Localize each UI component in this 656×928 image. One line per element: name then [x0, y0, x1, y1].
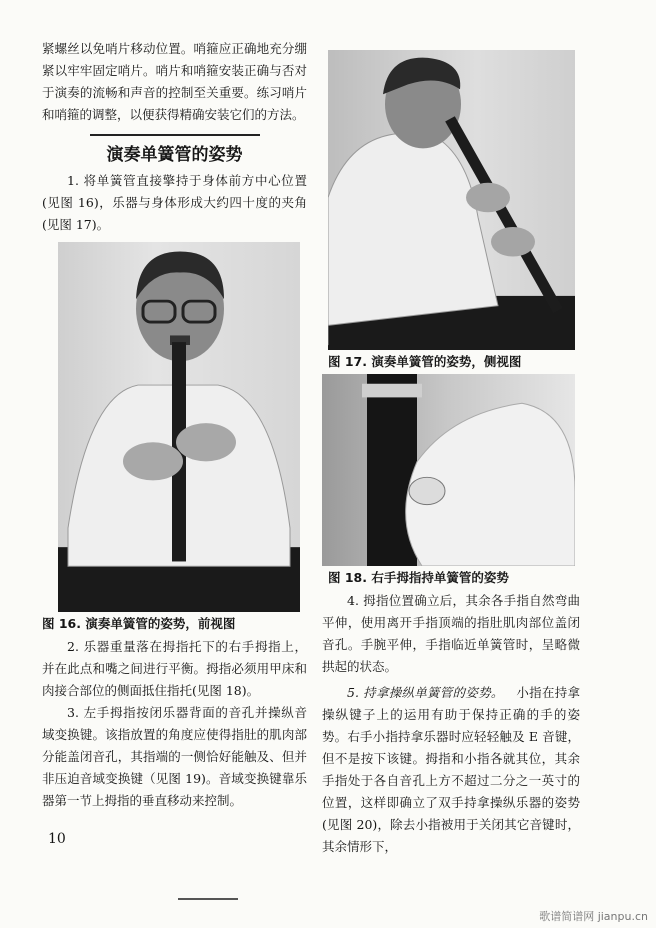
- paragraph-5: [322, 682, 580, 858]
- figure-16-caption: 图 16. 演奏单簧管的姿势，前视图: [42, 616, 236, 631]
- page-number: 10: [48, 831, 66, 847]
- section-title: 演奏单簧管的姿势: [106, 145, 243, 165]
- paragraph-5-body: 小指在持拿操纵键子上的运用有助于保持正确的手的姿势。右手小指持拿乐器时应轻轻触及 E 音键，但不是按下该键。拇指和小指各就其位，其余手指处于各自音孔上方不超过二分之一英寸的位置，这样即确立了双手持拿操纵乐器的姿势(见图 20)，除去小指被用于关闭其它音键时，其余情形下，: [322, 685, 580, 854]
- figure-18-photo: [322, 374, 575, 566]
- paragraph-4: 4. 拇指位置确立后，其余各手指自然弯曲平伸，使用离开手指顶端的指肚肌肉部位盖闭音孔。手腕平伸，手指临近单簧管时，呈略微拱起的状态。: [322, 593, 580, 674]
- figure-17-photo: [328, 50, 575, 350]
- paragraph-5-heading: 5. 持拿操纵单簧管的姿势。: [347, 685, 504, 700]
- figure-18-caption: 图 18. 右手拇指持单簧管的姿势: [328, 570, 509, 585]
- figure-16-photo: [58, 242, 300, 612]
- figure-17-caption: 图 17. 演奏单簧管的姿势，侧视图: [328, 354, 522, 369]
- footer-mark: [178, 898, 238, 900]
- left-column: [42, 38, 307, 848]
- paragraph-3: 3. 左手拇指按闭乐器背面的音孔并操纵音域变换键。该指放置的角度应使得指肚的肌肉部分能盖闭音孔，其指端的一侧恰好能触及、但并非压迫音域变换键（见图 19)。音域变换键靠乐器第一节上拇指的垂直移动来控制。: [42, 705, 307, 808]
- top-paragraph: 紧螺丝以免哨片移动位置。哨箍应正确地充分绷紧以牢牢固定哨片。哨片和哨箍安装正确与否对于演奏的流畅和声音的控制至关重要。练习哨片和哨箍的调整，以便获得精确安装它们的方法。: [42, 41, 307, 122]
- section-divider: [90, 134, 260, 136]
- paragraph-1: 1. 将单簧管直接擎持于身体前方中心位置(见图 16)，乐器与身体形成大约四十度的夹角(见图 17)。: [42, 173, 307, 232]
- watermark: 歌谱简谱网 jianpu.cn: [539, 910, 648, 923]
- right-column: [322, 50, 580, 858]
- paragraph-2: 2. 乐器重量落在拇指托下的右手拇指上，并在此点和嘴之间进行平衡。拇指必须用甲床和肉接合部位的侧面抵住指托(见图 18)。: [42, 639, 307, 698]
